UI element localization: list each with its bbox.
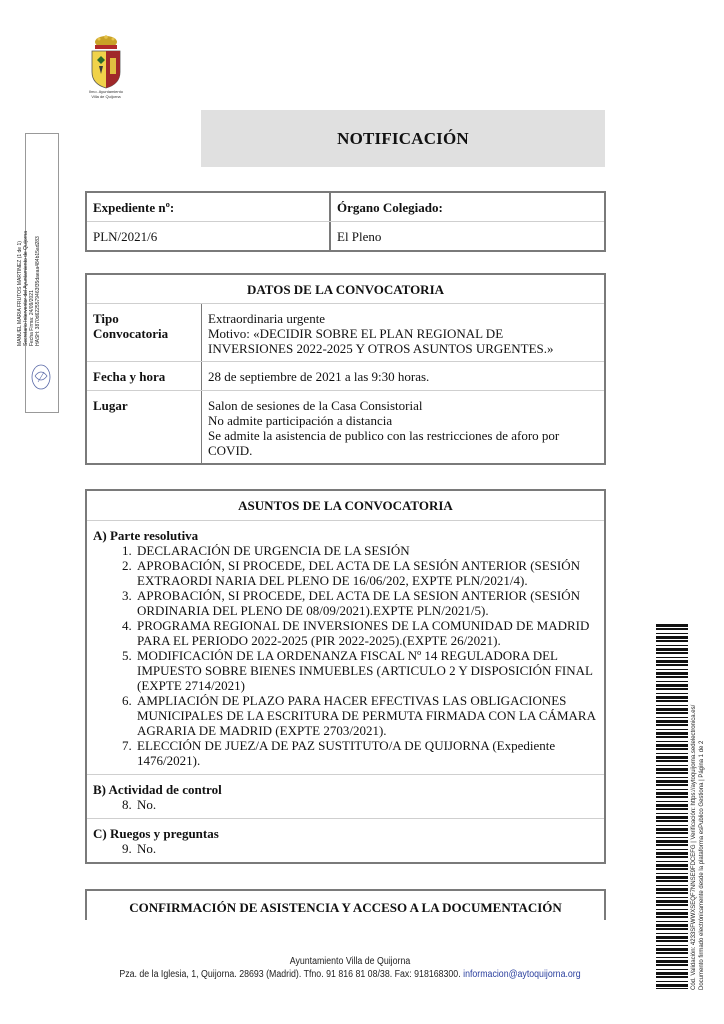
asuntos-heading: ASUNTOS DE LA CONVOCATORIA xyxy=(238,498,453,513)
lugar-value-line: Se admite la asistencia de publico con las restricciones de aforo por xyxy=(208,428,560,443)
signature-line: Fecha Firma: 24/09/2021 xyxy=(29,290,35,346)
list-item: 3. APROBACIÓN, SI PROCEDE, DEL ACTA DE LA SESION ANTERIOR (SESIÓN ORDINARIA DEL PLENO DE 08/09/2021).EXPTE PLN/2021/5). xyxy=(135,588,598,618)
tipo-label-line: Convocatoria xyxy=(93,326,169,341)
parte-resolutiva-title: A) Parte resolutiva xyxy=(93,528,199,543)
tipo-label xyxy=(87,304,202,361)
list-item: 7. ELECCIÓN DE JUEZ/A DE PAZ SUSTITUTO/A DE QUIJORNA (Expediente 1476/2021). xyxy=(135,738,598,768)
expediente-value: PLN/2021/6 xyxy=(87,222,331,250)
fecha-value: 28 de septiembre de 2021 a las 9:30 horas. xyxy=(208,369,430,384)
tipo-value xyxy=(202,304,604,361)
footer-line: Ayuntamiento Villa de Quijorna xyxy=(289,956,411,967)
convocatoria-heading: DATOS DE LA CONVOCATORIA xyxy=(246,282,445,297)
crest-caption xyxy=(80,89,132,99)
fecha-row xyxy=(87,361,604,390)
fecha-label: Fecha y hora xyxy=(87,362,202,390)
ruegos-title: C) Ruegos y preguntas xyxy=(93,826,219,841)
asuntos-table xyxy=(85,489,606,864)
parte-resolutiva-list xyxy=(93,543,598,768)
signature-stamp-icon xyxy=(30,362,52,392)
parte-resolutiva-section xyxy=(87,520,604,774)
list-item: 6. AMPLIACIÓN DE PLAZO PARA HACER EFECTIVAS LAS OBLIGACIONES MUNICIPALES DE LA ESCRITURA DE PERMUTA FIRMADA CON LA CÁMARA AGRARIA DE MADRID (EXPTE 2703/2021). xyxy=(135,693,598,738)
signature-line: MANUEL MARIA FRUTOS MARTINEZ (1 de 1) xyxy=(17,241,23,346)
signature-text xyxy=(17,196,41,346)
lugar-label: Lugar xyxy=(87,391,202,463)
confirmacion-table xyxy=(85,889,606,920)
signature-line: Secretario Interventor del Ayuntamiento de Quijorna xyxy=(23,231,29,346)
page-footer xyxy=(95,955,605,981)
expediente-table xyxy=(85,191,606,252)
tipo-value-line: Extraordinaria urgente xyxy=(208,311,326,326)
expediente-header-row xyxy=(87,193,604,221)
verification-text xyxy=(690,630,706,990)
lugar-value-line: No admite participación a distancia xyxy=(208,413,393,428)
actividad-control-section xyxy=(87,774,604,818)
footer-email-link[interactable]: informacion@aytoquijorna.org xyxy=(463,969,581,980)
tipo-value-line: Motivo: «DECIDIR SOBRE EL PLAN REGIONAL DE xyxy=(208,326,504,341)
confirmacion-heading: CONFIRMACIÓN DE ASISTENCIA Y ACCESO A LA DOCUMENTACIÓN xyxy=(129,900,562,915)
footer-address-text: Pza. de la Iglesia, 1, Quijorna. 28693 (Madrid). Tfno. 91 816 81 08/38. Fax: 918168300. xyxy=(119,969,461,980)
verification-line: Documento firmado electrónicamente desde la plataforma esPublico Gestiona | Página 1 de 2 xyxy=(699,740,705,990)
list-item: 2. APROBACIÓN, SI PROCEDE, DEL ACTA DE LA SESIÓN ANTERIOR (SESIÓN EXTRAORDI NARIA DEL PLENO DE 16/06/202, EXPTE PLN/2021/4). xyxy=(135,558,598,588)
lugar-value-line: COVID. xyxy=(208,443,253,458)
list-item: 4. PROGRAMA REGIONAL DE INVERSIONES DE LA COMUNIDAD DE MADRID PARA EL PERIODO 2022-2025 (PIR 2022-2025).(EXPTE 26/2021). xyxy=(135,618,598,648)
ruegos-section xyxy=(87,818,604,862)
lugar-value-line: Salon de sesiones de la Casa Consistorial xyxy=(208,398,423,413)
organo-label: Órgano Colegiado: xyxy=(337,199,443,215)
list-item: 1. DECLARACIÓN DE URGENCIA DE LA SESIÓN xyxy=(135,543,598,558)
tipo-value-line: INVERSIONES 2022-2025 Y OTROS ASUNTOS URGENTES.» xyxy=(208,341,554,356)
list-item: 8. No. xyxy=(135,797,598,812)
crest-caption-line: Villa de Quijorna xyxy=(91,94,121,99)
footer-address xyxy=(95,968,605,981)
crest-caption-line: Ilmo. Ayuntamiento xyxy=(89,89,123,94)
expediente-value-row xyxy=(87,221,604,250)
actividad-control-title: B) Actividad de control xyxy=(93,782,222,797)
lugar-row xyxy=(87,390,604,463)
lugar-value xyxy=(202,391,604,463)
ruegos-list xyxy=(93,841,598,856)
barcode-icon xyxy=(656,624,688,989)
list-item: 5. MODIFICACIÓN DE LA ORDENANZA FISCAL Nº 14 REGULADORA DEL IMPUESTO SOBRE BIENES INMUEBLES (ARTICULO 2 Y DISPOSICIÓN FINAL (EXPTE 2714/2021) xyxy=(135,648,598,693)
signature-line: HASH: 3870d6225579463f35daeaa484b15ad283 xyxy=(35,236,41,346)
actividad-control-list xyxy=(93,797,598,812)
title-banner xyxy=(201,110,605,167)
tipo-label-line: Tipo xyxy=(93,311,119,326)
page-title: NOTIFICACIÓN xyxy=(337,128,469,148)
verification-line: Cód. Validación: 4233SFWWXSEQF7NNSE9FDCEFG | Verificación: https://aytoquijorna.sedelectronica.es/ xyxy=(691,704,697,990)
list-item: 9. No. xyxy=(135,841,598,856)
organo-value: El Pleno xyxy=(337,228,382,244)
convocatoria-table xyxy=(85,273,606,465)
expediente-label: Expediente nº: xyxy=(87,193,331,221)
tipo-row xyxy=(87,303,604,361)
